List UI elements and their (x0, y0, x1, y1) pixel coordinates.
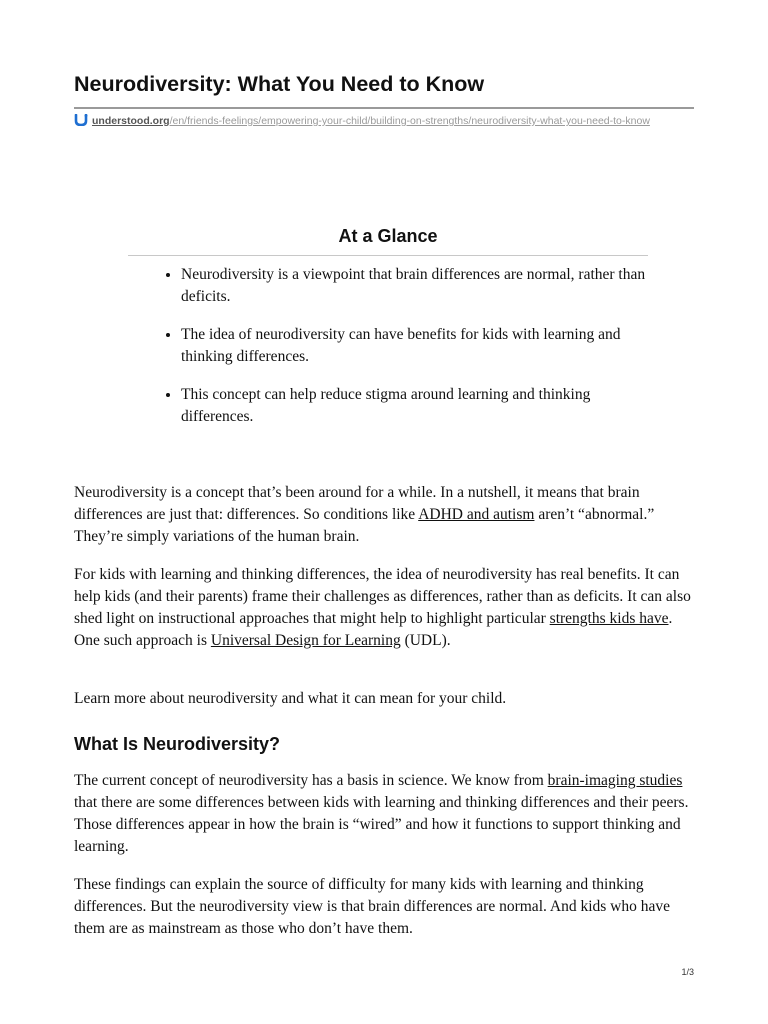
list-item: • This concept can help reduce stigma around learning and thinking differences. (181, 384, 661, 428)
text-run: For kids with learning and thinking differences, the idea of neurodiversity has real benefits. It can help kids (and their parents) frame their challenges as differences, rather than as deficits. It can also shed light on instructional approaches that might help to highlight particular (74, 566, 691, 627)
source-path[interactable]: /en/friends-feelings/empowering-your-child/building-on-strengths/neurodiversity-what-you-need-to-know (169, 115, 650, 127)
intro-paragraph (74, 482, 694, 548)
text-run: (UDL). (400, 632, 451, 649)
list-item: • The idea of neurodiversity can have benefits for kids with learning and thinking differences. (181, 324, 661, 368)
glance-divider (128, 255, 648, 256)
findings-paragraph: These findings can explain the source of difficulty for many kids with learning and thinking differences. But the neurodiversity view is that brain differences are normal. And kids who have them are as mainstream as those who don’t have them. (74, 876, 671, 937)
adhd-autism-link[interactable]: ADHD and autism (418, 506, 535, 523)
science-paragraph (74, 770, 694, 858)
brain-imaging-link[interactable]: brain-imaging studies (547, 772, 683, 789)
text-run: . One such approach is (74, 610, 673, 649)
benefits-paragraph (74, 564, 694, 652)
at-a-glance-heading: At a Glance (338, 226, 438, 246)
source-url[interactable] (74, 114, 694, 128)
at-a-glance-list (160, 264, 661, 444)
title-divider (74, 107, 694, 109)
list-item: • Neurodiversity is a viewpoint that brain differences are normal, rather than deficits. (181, 264, 661, 308)
strengths-link[interactable]: strengths kids have (549, 610, 669, 627)
text-run: that there are some differences between kids with learning and thinking differences and their peers. Those differences appear in how the brain is “wired” and how it functions to support thinking and learning. (74, 794, 689, 855)
learn-more-paragraph: Learn more about neurodiversity and what it can mean for your child. (74, 690, 507, 707)
section-heading: What Is Neurodiversity? (74, 734, 281, 754)
page-number: 1/3 (681, 967, 694, 977)
text-run: Neurodiversity is a concept that’s been around for a while. In a nutshell, it means that brain differences are just that: differences. So conditions like (74, 484, 640, 523)
text-run: aren’t “abnormal.” They’re simply variations of the human brain. (74, 506, 655, 545)
understood-logo-icon (74, 114, 88, 126)
page-title: Neurodiversity: What You Need to Know (74, 72, 485, 96)
udl-link[interactable]: Universal Design for Learning (210, 632, 401, 649)
source-domain[interactable]: understood.org (92, 115, 170, 127)
text-run: The current concept of neurodiversity has a basis in science. We know from (74, 772, 548, 789)
